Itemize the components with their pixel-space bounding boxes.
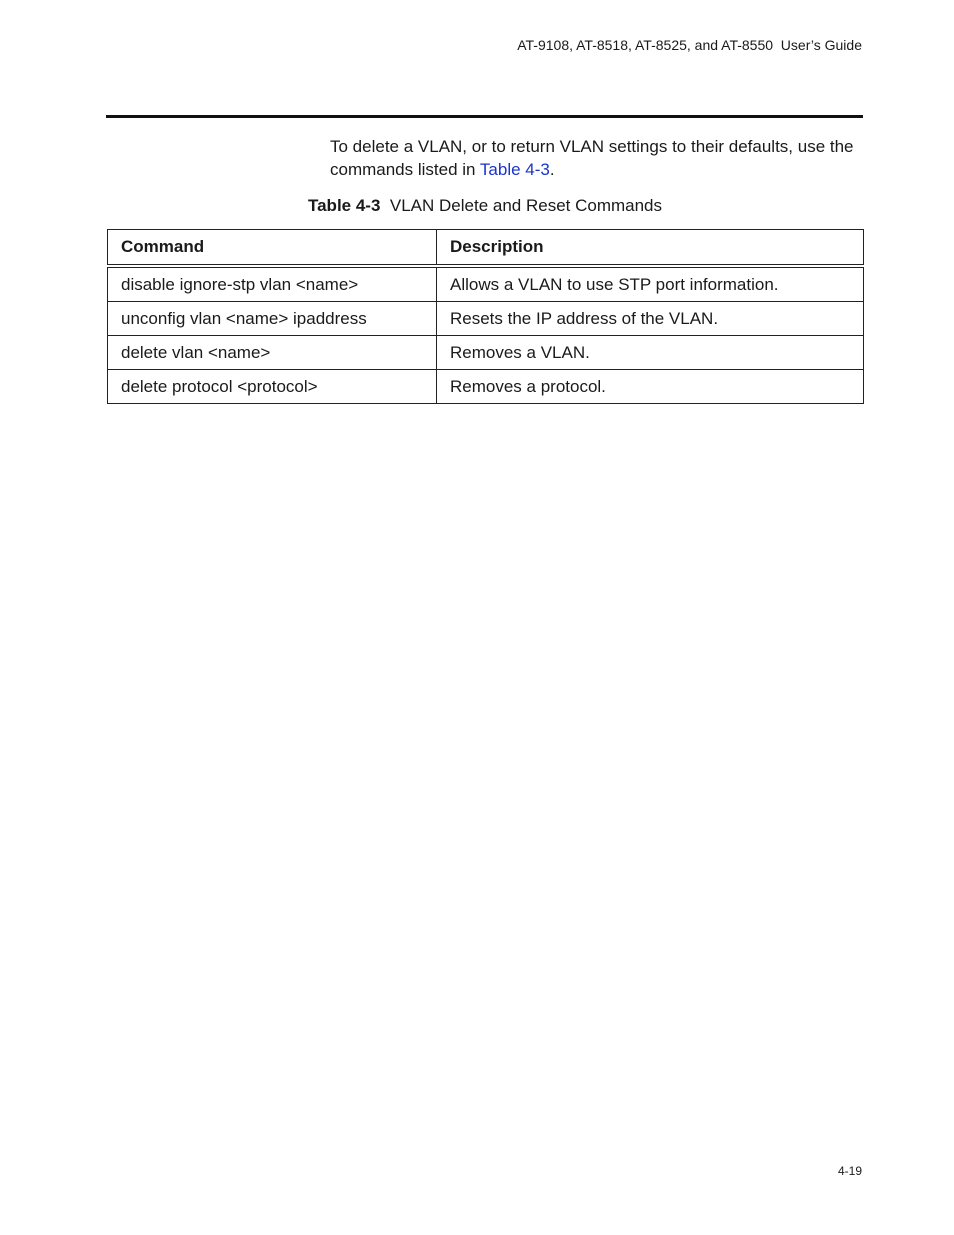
description-cell: Removes a VLAN.	[437, 336, 864, 370]
command-cell: delete protocol <protocol>	[108, 370, 437, 404]
running-header: AT-9108, AT-8518, AT-8525, and AT-8550 User’s Guide	[517, 37, 862, 53]
intro-paragraph	[330, 136, 870, 181]
column-header-command: Command	[108, 230, 437, 267]
table-row	[108, 370, 864, 404]
description-cell: Allows a VLAN to use STP port information.	[437, 266, 864, 302]
intro-text-end: .	[549, 159, 555, 179]
table-header-row	[108, 230, 864, 267]
command-cell: unconfig vlan <name> ipaddress	[108, 302, 437, 336]
column-header-description: Description	[437, 230, 864, 267]
table-row	[108, 266, 864, 302]
table-caption	[0, 196, 954, 216]
description-cell: Resets the IP address of the VLAN.	[437, 302, 864, 336]
header-rule	[106, 115, 863, 118]
table-reference-link[interactable]: Table 4-3	[479, 159, 550, 179]
description-cell: Removes a protocol.	[437, 370, 864, 404]
page-number: 4-19	[837, 1164, 862, 1178]
table-row	[108, 336, 864, 370]
commands-table	[107, 229, 864, 404]
intro-text: To delete a VLAN, or to return VLAN settings to their defaults, use the commands listed in	[330, 137, 854, 179]
command-cell: delete vlan <name>	[108, 336, 437, 370]
table-caption-title: VLAN Delete and Reset Commands	[389, 196, 663, 215]
table-row	[108, 302, 864, 336]
table-caption-label: Table 4-3	[307, 196, 381, 215]
command-cell: disable ignore-stp vlan <name>	[108, 266, 437, 302]
